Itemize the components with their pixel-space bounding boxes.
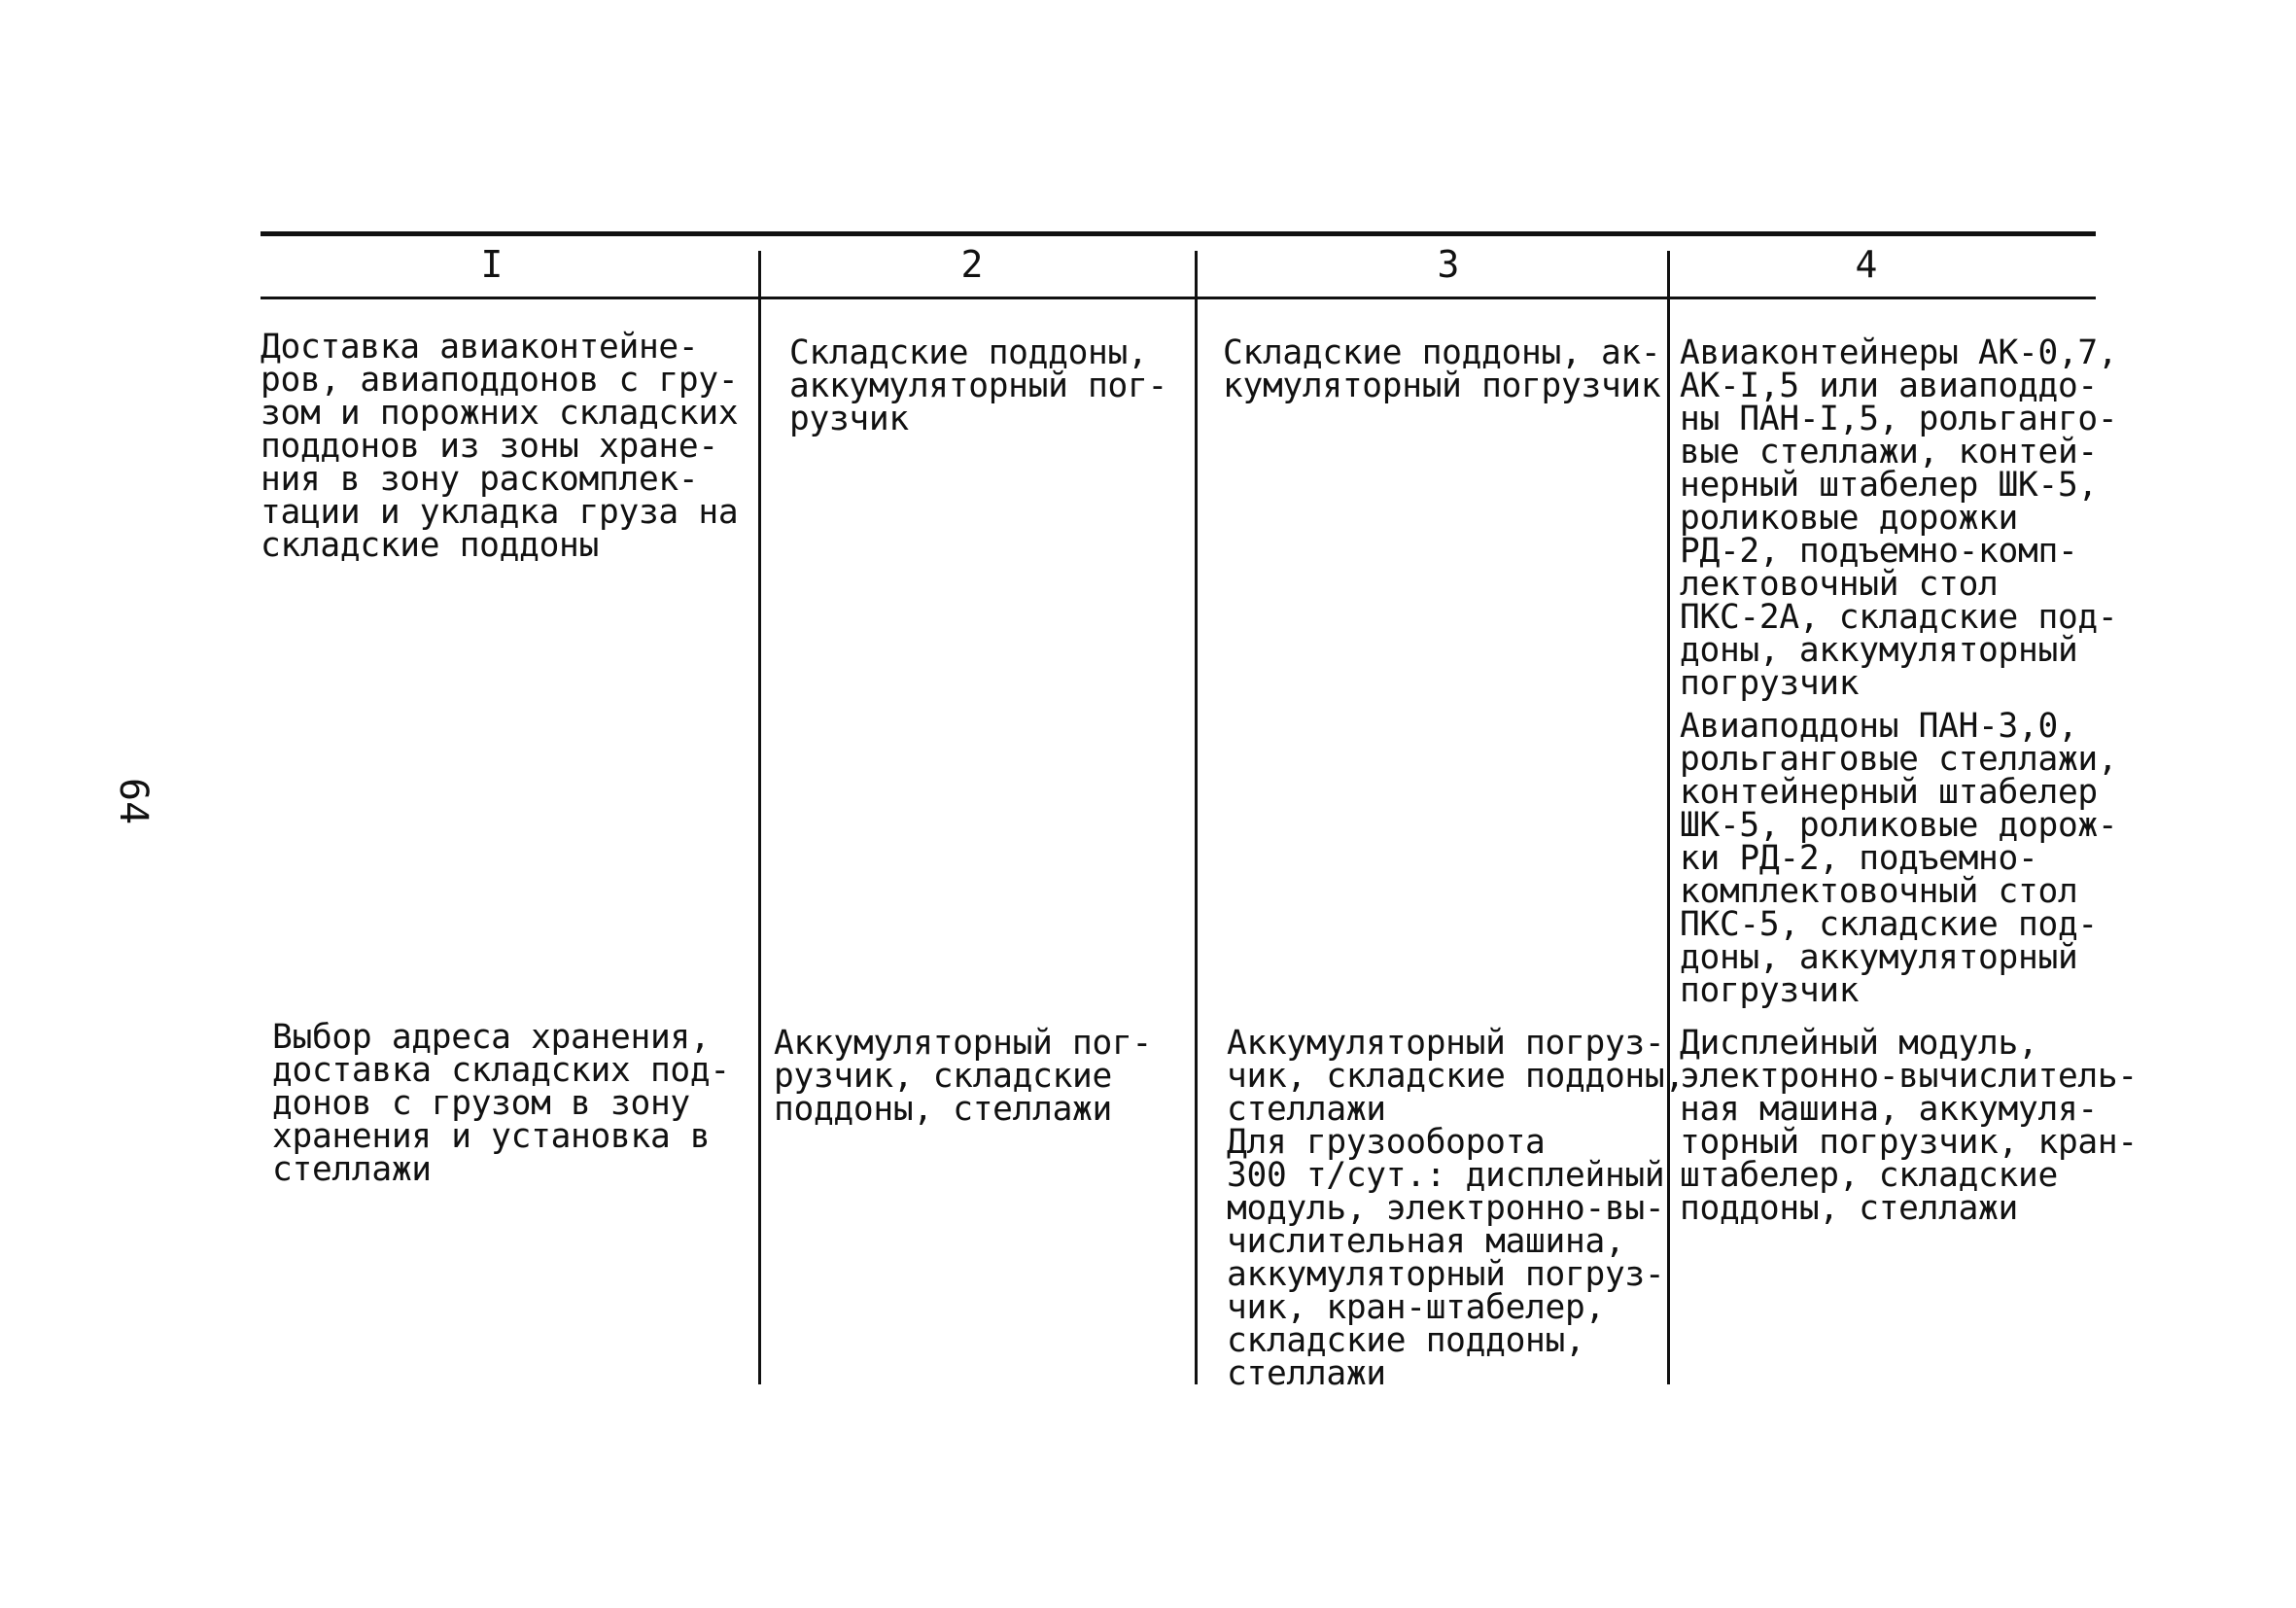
row1-equipment-col4b: Авиаподдоны ПАН-3,0, рольганговые стеллажи, контейнерный штабелер ШК-5, роликовые дорож- ки РД-2, подъемно- комплектовочный стол ПКС-5, складские под- доны, аккумуляторный погрузчик bbox=[1680, 707, 2118, 1010]
column-header-4: 4 bbox=[1855, 243, 1878, 286]
column-divider-1 bbox=[758, 251, 761, 1384]
column-header-2: 2 bbox=[960, 243, 984, 286]
row1-equipment-col4a: Авиаконтейнеры АК-0,7, АК-I,5 или авиаподдо- ны ПАН-I,5, рольганго- вые стеллажи, контей- нерный штабелер ШК-5, роликовые дорожки РД-2, подъемно-комп- лектовочный стол ПКС-2А, складские под- доны, аккумуляторный погрузчик bbox=[1680, 333, 2118, 703]
row1-operation: Доставка авиаконтейне- ров, авиаподдонов с гру- зом и порожних складских поддонов из зоны хране- ния в зону раскомплек- тации и укладка груза на складские поддоны bbox=[261, 328, 739, 565]
page-number: 64 bbox=[111, 778, 156, 825]
table-header-rule bbox=[261, 297, 2096, 299]
row2-equipment-col4: Дисплейный модуль, электронно-вычислитель- ная машина, аккумуля- торный погрузчик, кран- штабелер, складские поддоны, стеллажи bbox=[1680, 1024, 2138, 1228]
row2-equipment-col2: Аккумуляторный пог- рузчик, складские поддоны, стеллажи bbox=[774, 1024, 1152, 1129]
row2-equipment-col3: Аккумуляторный погруз- чик, складские поддоны, стеллажи Для грузооборота 300 т/сут.: дисплейный модуль, электронно-вы- числительная машина, аккумуляторный погруз- чик, кран-штабелер, складские поддоны, стеллажи bbox=[1227, 1024, 1685, 1393]
row2-operation: Выбор адреса хранения, доставка складских под- донов с грузом в зону хранения и установка в стеллажи bbox=[272, 1018, 730, 1189]
column-divider-2 bbox=[1195, 251, 1198, 1384]
table-top-rule bbox=[261, 231, 2096, 236]
column-header-3: 3 bbox=[1437, 243, 1460, 286]
row1-equipment-col2: Складские поддоны, аккумуляторный пог- рузчик bbox=[789, 333, 1167, 438]
column-header-1: I bbox=[480, 243, 504, 286]
row1-equipment-col3: Складские поддоны, ак- кумуляторный погрузчик bbox=[1223, 333, 1661, 405]
